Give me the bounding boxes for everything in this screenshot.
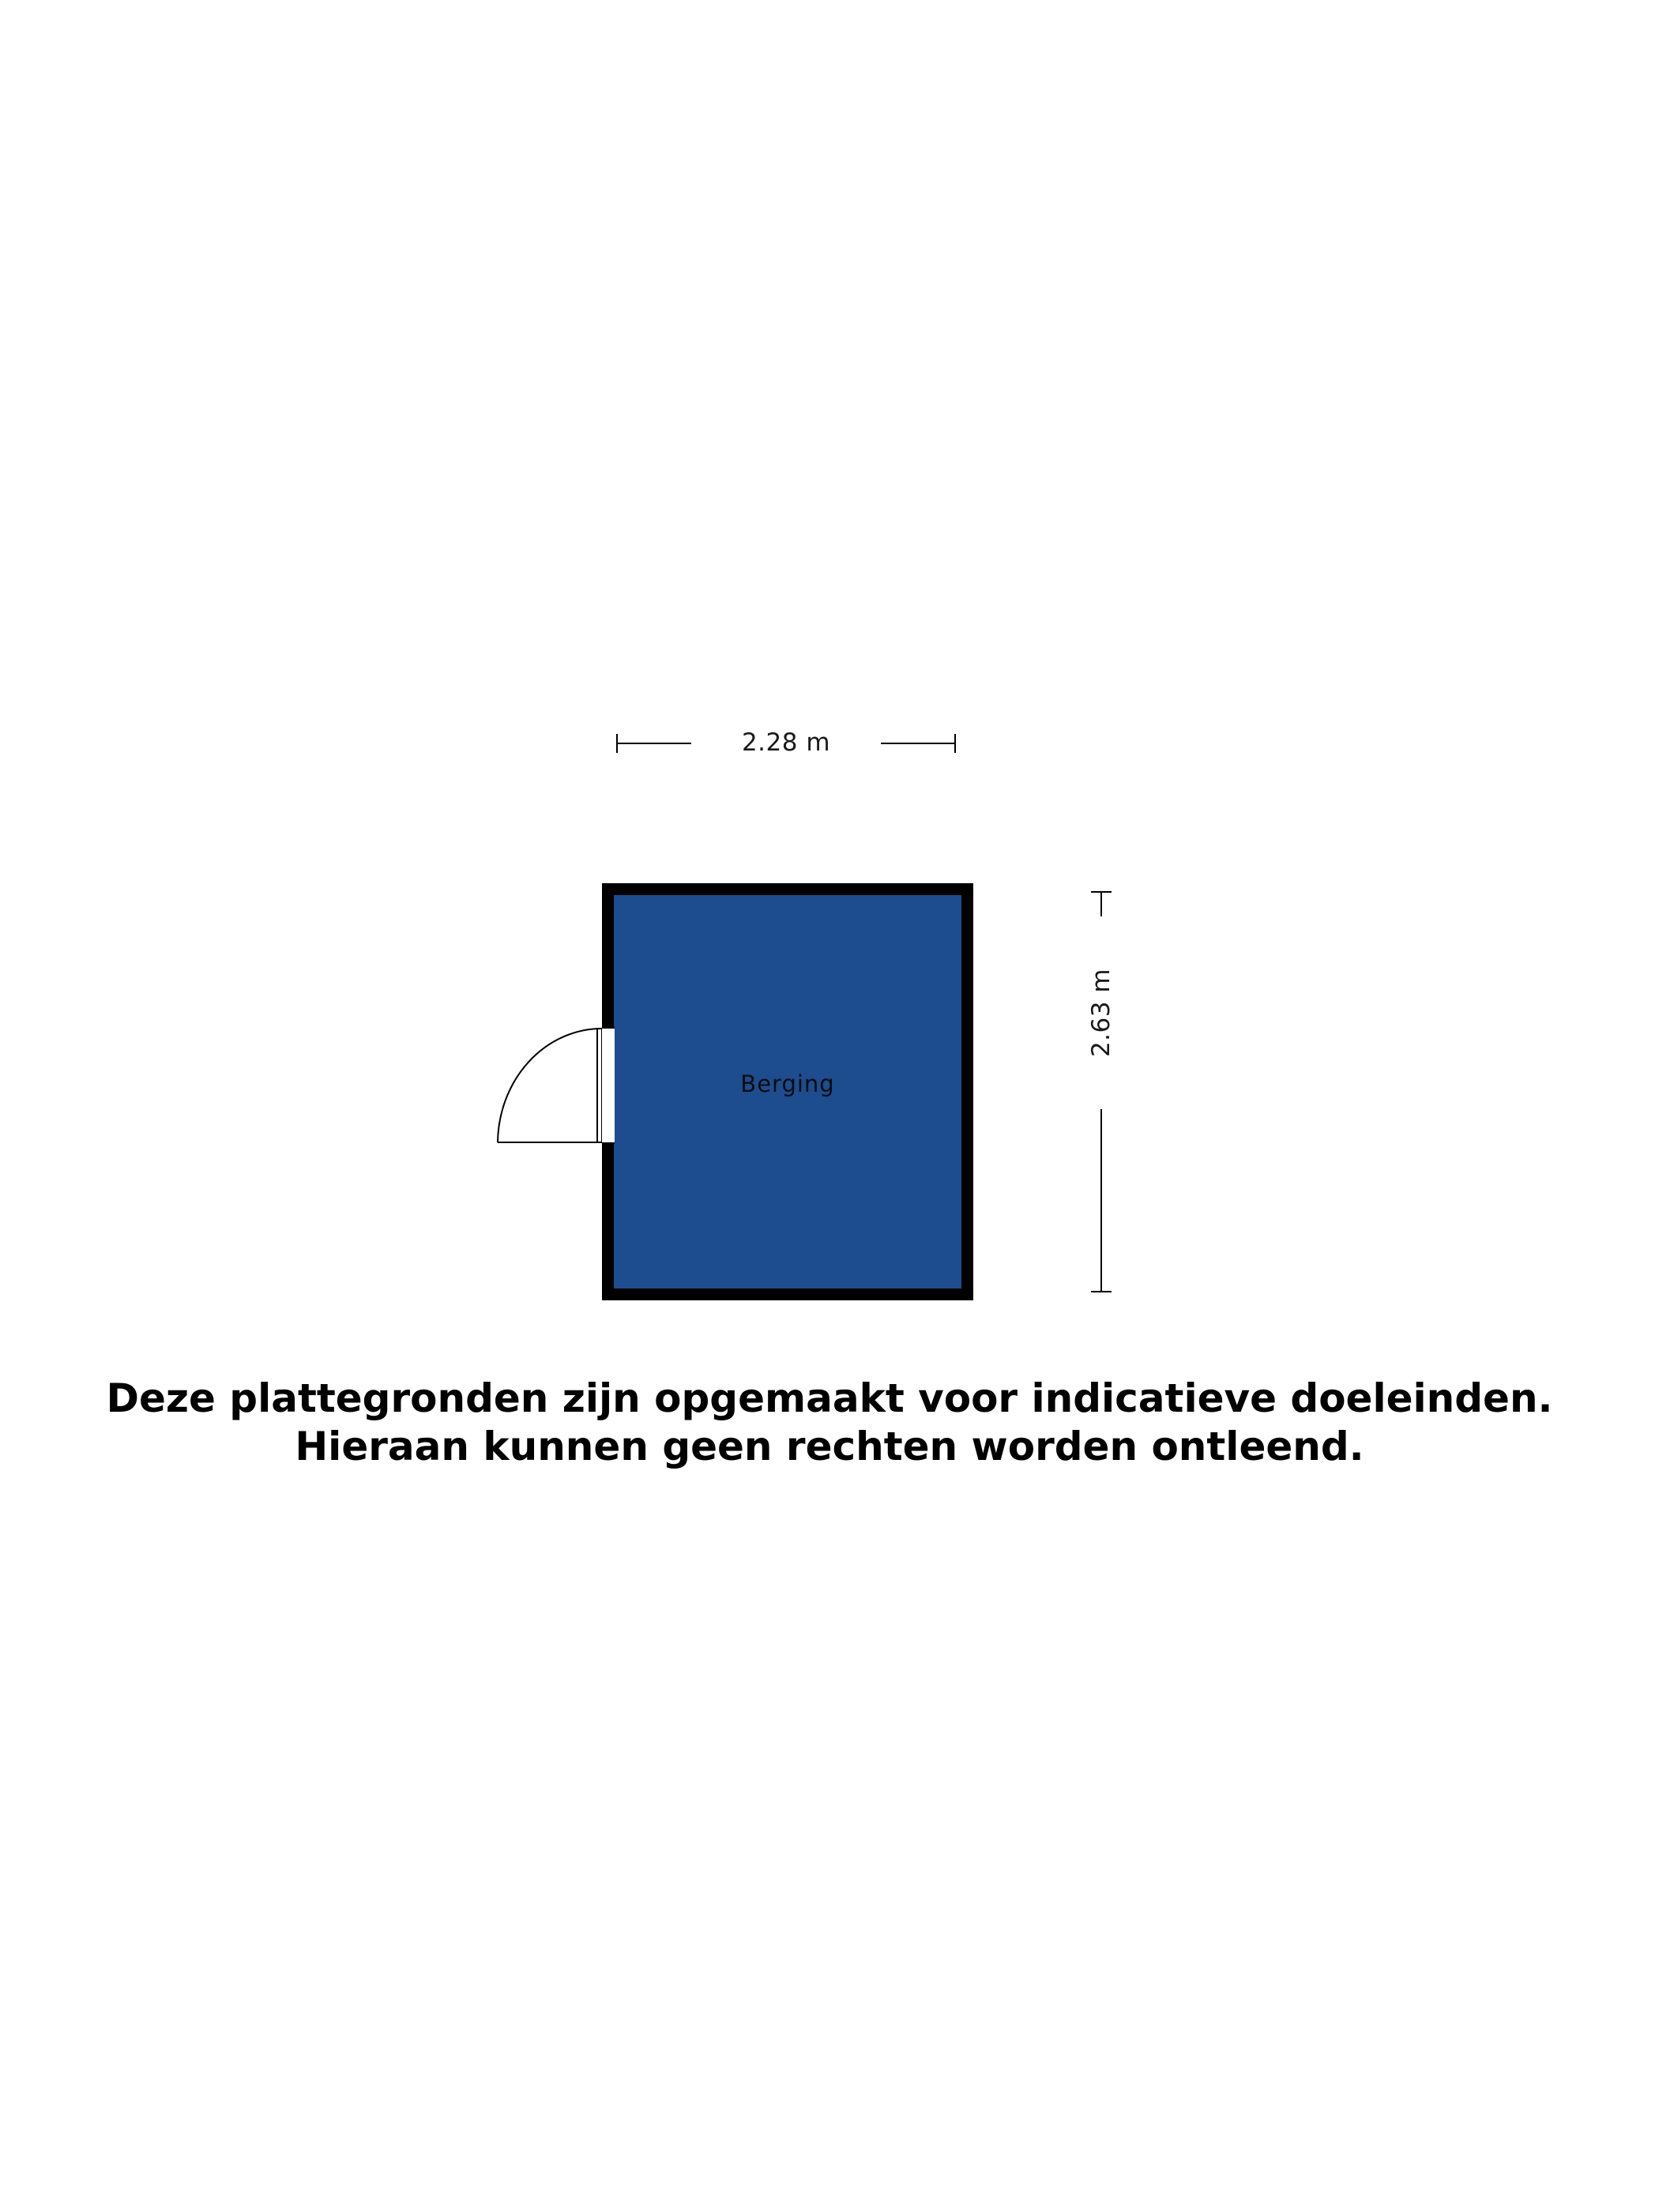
door-opening [602, 1027, 615, 1144]
disclaimer-text [0, 1375, 1659, 1471]
dimension-cap-bottom [1091, 1291, 1112, 1292]
dimension-width-label: 2.28 m [691, 727, 881, 758]
dimension-cap-right [954, 734, 956, 753]
room-berging [602, 883, 973, 1300]
swing-door-icon [496, 1027, 602, 1144]
disclaimer-line-1: Deze plattegronden zijn opgemaakt voor indicatieve doeleinden. [106, 1375, 1553, 1421]
dimension-height-label: 2.63 m [1085, 916, 1117, 1109]
room-berging-label: Berging [740, 1070, 835, 1097]
dimension-cap-left [616, 734, 618, 753]
dimension-height [1084, 891, 1119, 1292]
dimension-cap-top [1091, 891, 1112, 893]
disclaimer-line-2: Hieraan kunnen geen rechten worden ontleend. [295, 1424, 1364, 1469]
dimension-width [616, 727, 956, 758]
